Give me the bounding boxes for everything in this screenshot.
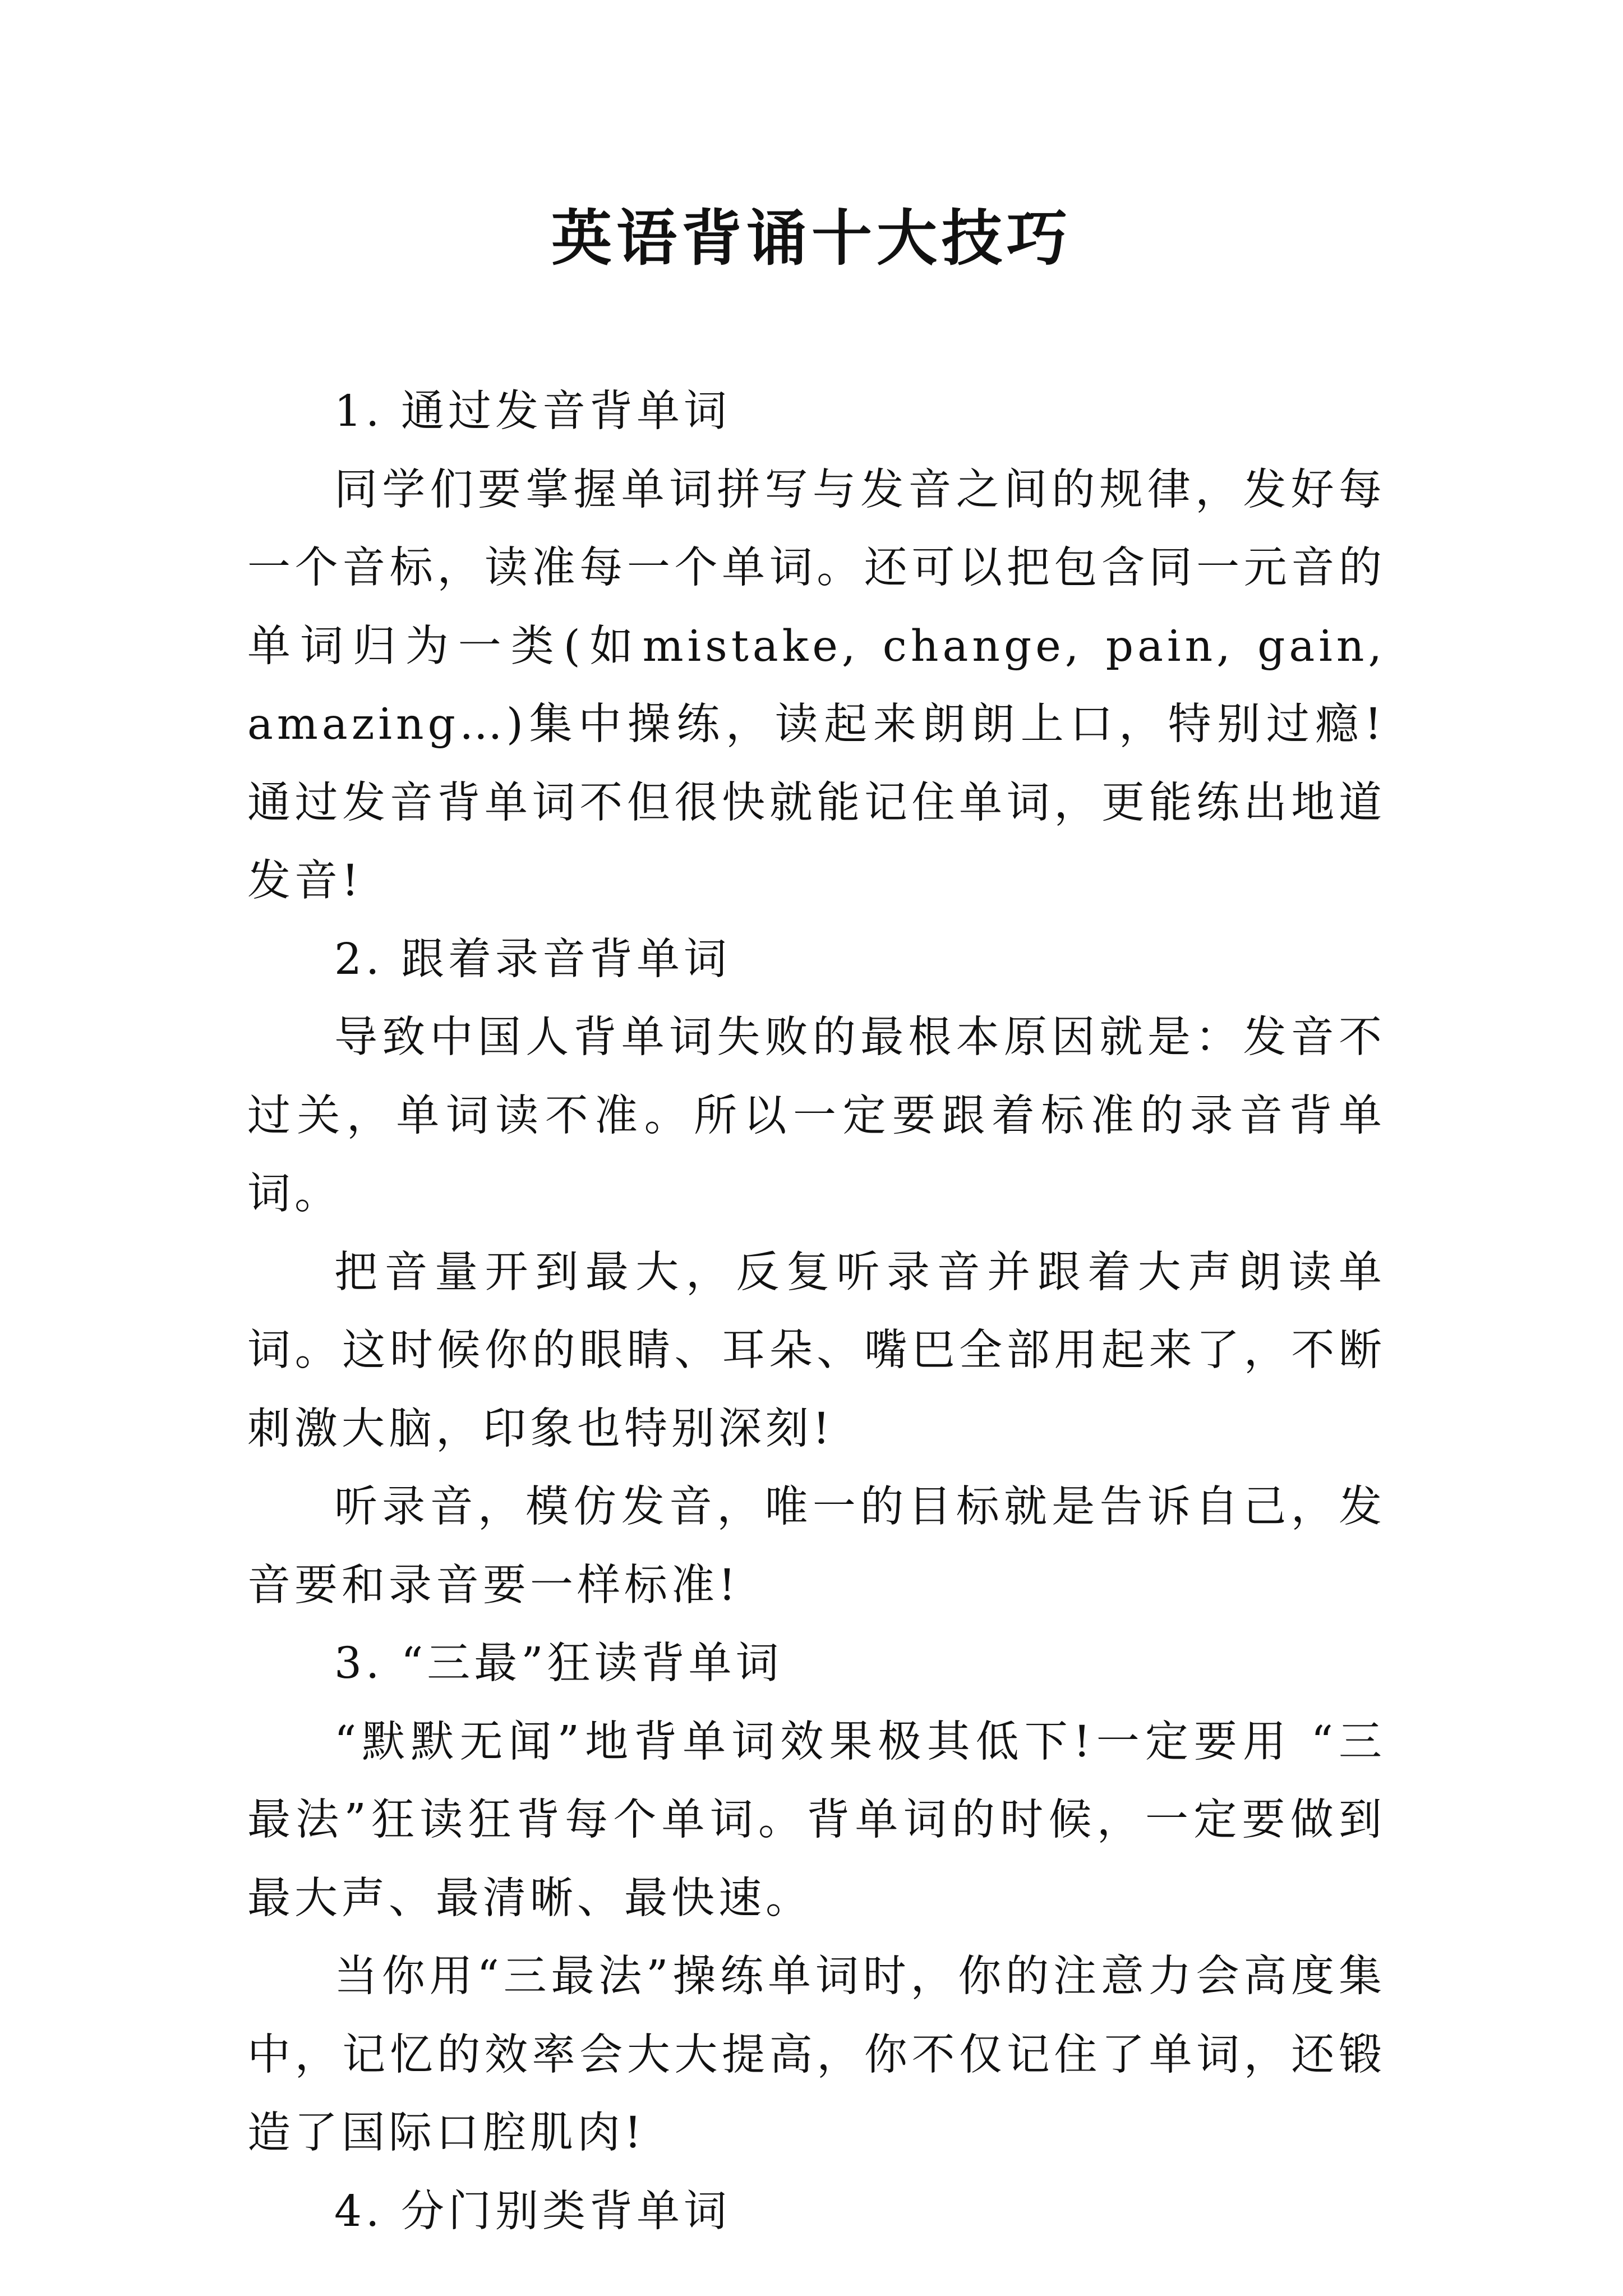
section-heading: 1. 通过发音背单词 [334, 386, 731, 436]
paragraph: 当你用“三最法”操练单词时，你的注意力会高度集中，记忆的效率会大大提高，你不仅记住了单词，还锻造了国际口腔肌肉! [247, 1952, 1386, 2158]
document-title: 英语背诵十大技巧 [551, 203, 1072, 274]
paragraph: 听录音，模仿发音，唯一的目标就是告诉自己，发音要和录音要一样标准! [247, 1482, 1386, 1611]
section-heading: 4. 分门别类背单词 [334, 2186, 731, 2237]
paragraph: 同学们要掌握单词拼写与发音之间的规律，发好每一个音标，读准每一个单词。还可以把包含同一元音的单词归为一类(如mistake, change, pain, gain, amazing…)集中操练，读起来朗朗上口，特别过瘾!通过发音背单词不但很快就能记住单词，更能练出地道发音! [247, 464, 1386, 906]
paragraph: 把音量开到最大，反复听录音并跟着大声朗读单词。这时候你的眼睛、耳朵、嘴巴全部用起来了，不断刺激大脑，印象也特别深刻! [247, 1247, 1386, 1454]
section-heading: 2. 跟着录音背单词 [334, 934, 731, 984]
section-heading: 3. “三最”狂读背单词 [334, 1639, 783, 1688]
paragraph: “默默无闻”地背单词效果极其低下!一定要用 “三最法”狂读狂背每个单词。背单词的时候，一定要做到最大声、最清晰、最快速。 [247, 1717, 1386, 1924]
document-body [247, 372, 1386, 2251]
paragraph: 导致中国人背单词失败的最根本原因就是：发音不过关，单词读不准。所以一定要跟着标准的录音背单词。 [247, 1013, 1386, 1219]
